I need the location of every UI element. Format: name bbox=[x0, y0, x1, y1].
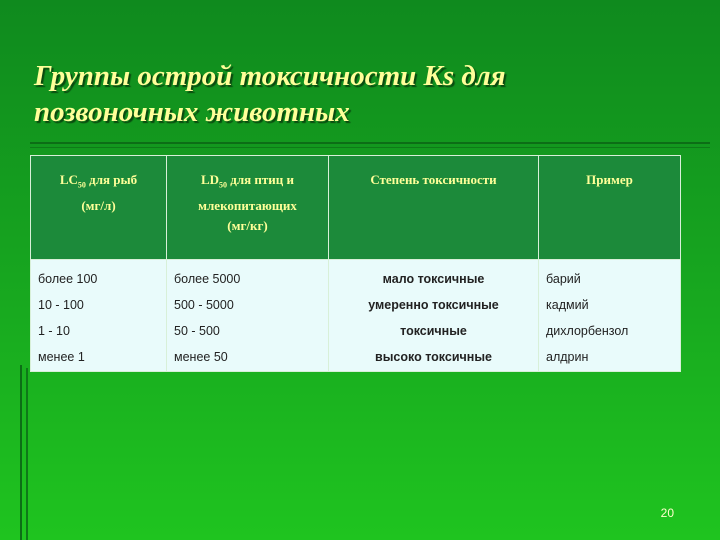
header-lc50: $LC_{50}$ для рыб (мг/л) bbox=[31, 156, 167, 260]
title-line-2: позвоночных животных bbox=[34, 96, 350, 128]
decorative-line bbox=[20, 365, 22, 540]
decorative-line bbox=[30, 147, 710, 148]
table-row bbox=[31, 260, 681, 372]
page-number: 20 bbox=[660, 506, 674, 520]
table-header-row bbox=[31, 156, 681, 260]
toxicity-degree-values: мало токсичные умеренно токсичные токсичные высоко токсичные bbox=[329, 260, 539, 372]
title-line-1: Группы острой токсичности Ks для bbox=[34, 60, 506, 92]
header-toxicity-degree: Степень токсичности bbox=[329, 156, 539, 260]
toxicity-table bbox=[30, 155, 681, 372]
decorative-line bbox=[30, 142, 710, 144]
lc50-values: более 100 10 - 100 1 - 10 менее 1 bbox=[31, 260, 167, 372]
ld50-values: более 5000 500 - 5000 50 - 500 менее 50 bbox=[167, 260, 329, 372]
decorative-line bbox=[26, 368, 28, 540]
slide-title bbox=[34, 58, 674, 130]
example-values: барий кадмий дихлорбензол алдрин bbox=[539, 260, 681, 372]
header-ld50: $LD_{50}$ для птиц и млекопитающих (мг/кг) bbox=[167, 156, 329, 260]
header-example: Пример bbox=[539, 156, 681, 260]
